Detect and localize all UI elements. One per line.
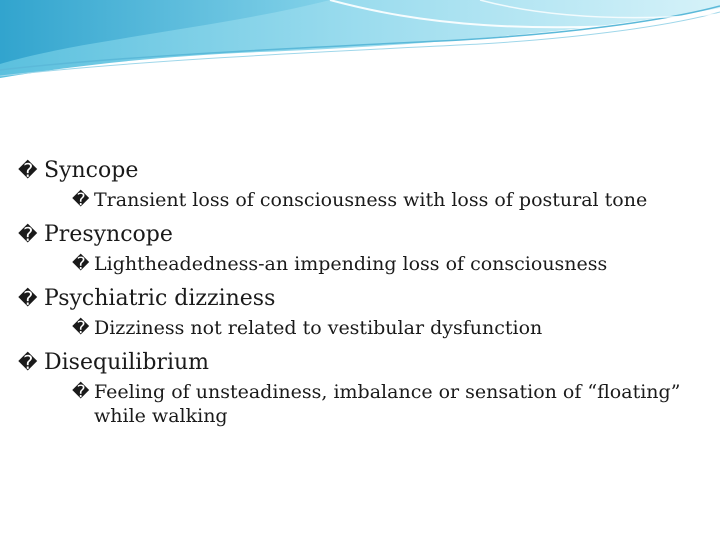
bullet-marker-icon: � (72, 190, 90, 210)
bullet-label: Presyncope (44, 222, 173, 247)
bullet-marker-icon: � (18, 224, 38, 246)
bullet-marker-icon: � (72, 382, 90, 402)
sub-bullet-presyncope (0, 252, 698, 276)
bullet-presyncope (18, 220, 698, 250)
header-swoosh-decoration (0, 0, 720, 90)
bullet-disequilibrium (18, 348, 698, 378)
sub-bullet-text: Transient loss of consciousness with loss of postural tone (94, 189, 648, 211)
bullet-syncope (18, 156, 698, 186)
bullet-label: Syncope (44, 158, 139, 183)
sub-bullet-text: Lightheadedness-an impending loss of consciousness (94, 253, 608, 275)
bullet-marker-icon: � (72, 254, 90, 274)
bullet-list (18, 156, 698, 428)
bullet-marker-icon: � (72, 318, 90, 338)
sub-bullet-text: Dizziness not related to vestibular dysfunction (94, 317, 543, 339)
bullet-psychiatric-dizziness (18, 284, 698, 314)
sub-bullet-psychiatric-dizziness (0, 316, 698, 340)
bullet-marker-icon: � (18, 288, 38, 310)
bullet-marker-icon: � (18, 352, 38, 374)
sub-bullet-syncope (0, 188, 698, 212)
sub-bullet-text: Feeling of unsteadiness, imbalance or sensation of “floating” while walking (94, 381, 681, 427)
bullet-label: Psychiatric dizziness (44, 286, 276, 311)
sub-bullet-disequilibrium (0, 380, 698, 428)
bullet-label: Disequilibrium (44, 350, 210, 375)
bullet-marker-icon: � (18, 160, 38, 182)
